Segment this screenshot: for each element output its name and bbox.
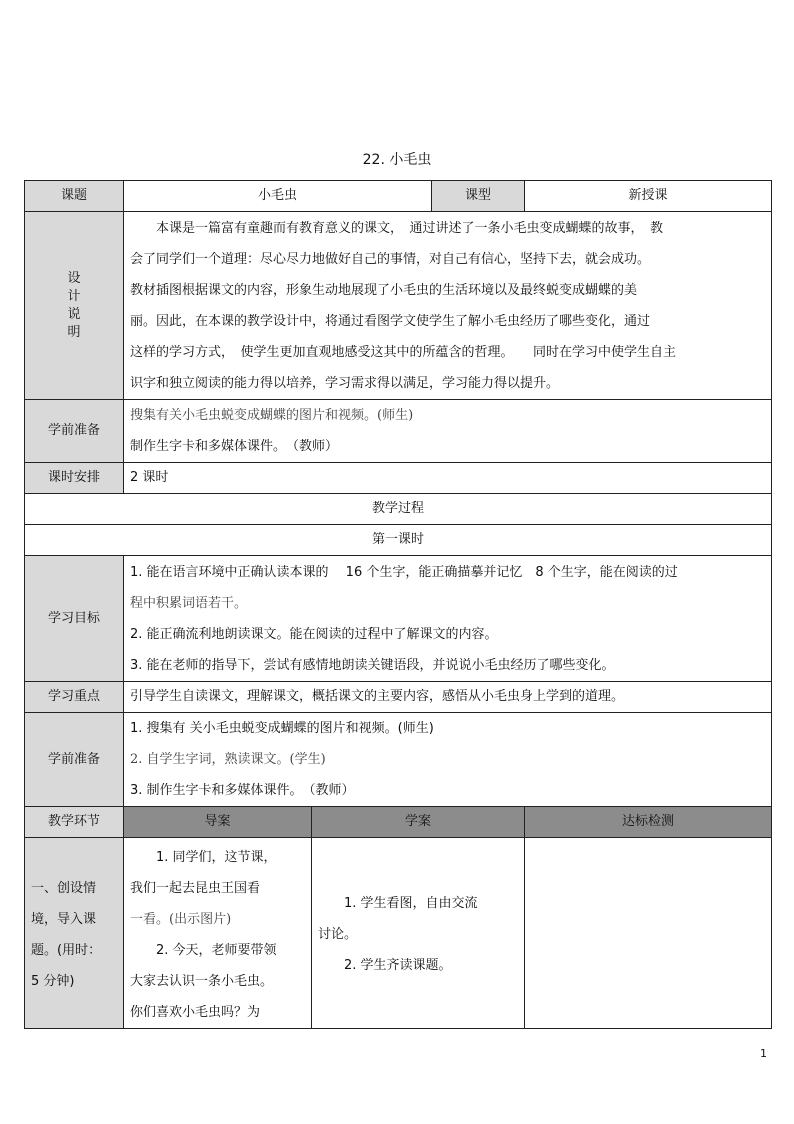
stage1-row bbox=[25, 838, 772, 1029]
prep-text-2: 1. 搜集有 关小毛虫蜕变成蝴蝶的图片和视频。(师生) 2. 自学生字词，熟读课文。(学生) 3. 制作生字卡和多媒体课件。 （教师） bbox=[124, 713, 772, 807]
design-row bbox=[25, 212, 772, 400]
stage1-guide: 1. 同学们，这节课， 我们一起去昆虫王国看 一看。(出示图片) 2. 今天，老师要带领 大家去认识一条小毛虫。 你们喜欢小毛虫吗？为 bbox=[124, 838, 312, 1029]
schedule-label: 课时安排 bbox=[25, 463, 124, 494]
design-text: 本课是一篇富有童趣而有教育意义的课文， 通过讲述了一条小毛虫变成蝴蝶的故事， 教 会了同学们一个道理：尽心尽力地做好自己的事情，对自己有信心，坚持下去，就会成功。 教材插图根据课文的内容，形象生动地展现了小毛虫的生活环境以及最终蜕变成蝴蝶的美 丽。因此，在本课的教学设计中，将通过看图学文使学生了解小毛虫经历了哪些变化，通过 这样的学习方式， 使学生更加直观地感受这其中的所蕴含的哲理。 同时在学习中使学生自主 识字和独立阅读的能力得以培养，学习需求得以满足，学习能力得以提升。 bbox=[124, 212, 772, 400]
goals-label: 学习目标 bbox=[25, 556, 124, 682]
page-number: 1 bbox=[760, 1047, 767, 1060]
col-check-header: 达标检测 bbox=[525, 807, 772, 838]
stage1-study: 1. 学生看图，自由交流 讨论。 2. 学生齐读课题。 bbox=[312, 838, 525, 1029]
prep-row-2 bbox=[25, 713, 772, 807]
focus-value: 引导学生自读课文，理解课文，概括课文的主要内容，感悟从小毛虫身上学到的道理。 bbox=[124, 682, 772, 713]
prep-row-1 bbox=[25, 400, 772, 463]
process-heading: 教学过程 bbox=[25, 494, 772, 525]
lesson-plan-table bbox=[24, 180, 772, 1029]
design-label: 设 计 说 明 bbox=[25, 212, 124, 400]
col-study-header: 学案 bbox=[312, 807, 525, 838]
stage1-label: 一、创设情 境，导入课 题。(用时： 5 分钟) bbox=[25, 838, 124, 1029]
topic-label: 课题 bbox=[25, 181, 124, 212]
column-header-row bbox=[25, 807, 772, 838]
goals-row bbox=[25, 556, 772, 682]
schedule-row bbox=[25, 463, 772, 494]
prep-label-1: 学前准备 bbox=[25, 400, 124, 463]
topic-value: 小毛虫 bbox=[124, 181, 432, 212]
col-guide-header: 导案 bbox=[124, 807, 312, 838]
lesson1-heading-row bbox=[25, 525, 772, 556]
document-title: 22. 小毛虫 bbox=[362, 152, 432, 168]
prep-text-1: 搜集有关小毛虫蜕变成蝴蝶的图片和视频。(师生) 制作生字卡和多媒体课件。 （教师） bbox=[124, 400, 772, 463]
goals-text: 1. 能在语言环境中正确认读本课的 16 个生字，能正确描摹并记忆 8 个生字，能在阅读的过 程中积累词语若干。 2. 能正确流利地朗读课文。能在阅读的过程中了解课文的内容。 3. 能在老师的指导下，尝试有感情地朗读关键语段，并说说小毛虫经历了哪些变化。 bbox=[124, 556, 772, 682]
schedule-value: 2 课时 bbox=[124, 463, 772, 494]
col-stage-header: 教学环节 bbox=[25, 807, 124, 838]
prep-label-2: 学前准备 bbox=[25, 713, 124, 807]
header-row bbox=[25, 181, 772, 212]
lesson1-heading: 第一课时 bbox=[25, 525, 772, 556]
stage1-check bbox=[525, 838, 772, 1029]
type-value: 新授课 bbox=[525, 181, 772, 212]
process-heading-row bbox=[25, 494, 772, 525]
focus-row bbox=[25, 682, 772, 713]
focus-label: 学习重点 bbox=[25, 682, 124, 713]
type-label: 课型 bbox=[432, 181, 525, 212]
